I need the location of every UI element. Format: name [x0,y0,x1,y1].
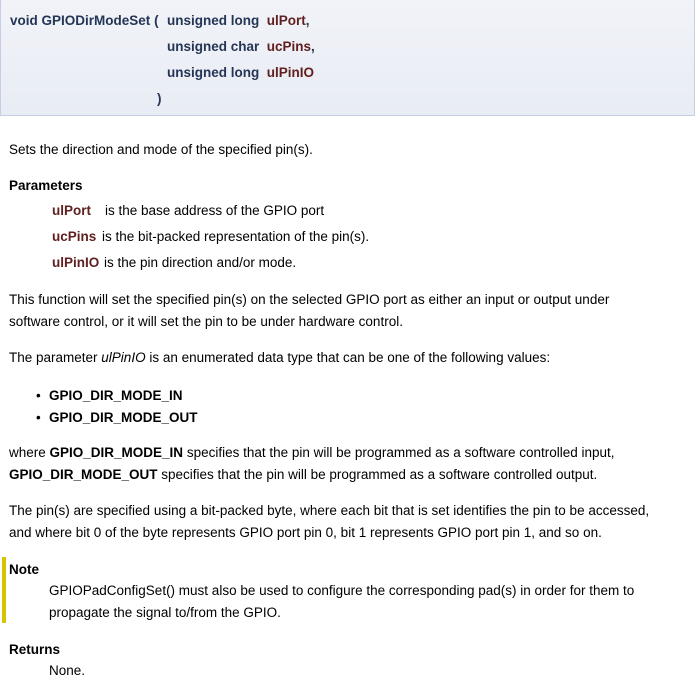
paragraph-line: This function will set the specified pin(s) on the selected GPIO port as either an input or output under [9,292,610,307]
text-span: specifies that the pin will be programmed as a software controlled output. [157,467,598,482]
param-item-desc: is the bit-packed representation of the pin(s). [102,229,370,244]
returns-text: None. [49,663,86,678]
param-name: ucPins [266,39,312,54]
paragraph-line: and where bit 0 of the byte represents GPIO port pin 0, bit 1 represents GPIO port pin 1, and so on. [9,525,602,540]
param-separator: , [311,39,315,54]
paragraph-enum-intro [9,347,550,369]
param-item-name: ulPinIO [52,255,100,270]
enum-value-item [36,388,183,403]
param-separator: , [305,13,310,28]
text-span: where [9,445,50,460]
paragraph-line [9,442,615,464]
close-paren: ) [157,91,162,106]
enum-value-label: GPIO_DIR_MODE_OUT [49,410,198,425]
text-span: specifies that the pin will be programmed as a software controlled input, [183,445,615,460]
param-type: unsigned char [167,39,260,54]
constant-name: GPIO_DIR_MODE_OUT [9,467,158,482]
signature-line-1 [10,13,159,28]
returns-heading: Returns [9,642,61,657]
signature-param-1 [167,13,310,28]
param-item-name: ucPins [52,229,97,244]
signature-param-2 [167,39,315,54]
param-type: unsigned long [167,13,260,28]
param-name: ulPort [266,13,306,28]
open-paren: ( [154,13,159,28]
function-signature-box [0,0,695,116]
param-type: unsigned long [167,65,260,80]
note-accent-bar [2,557,6,623]
enum-value-item [36,410,198,425]
parameters-heading: Parameters [9,178,83,193]
constant-name: GPIO_DIR_MODE_IN [49,445,184,460]
italic-param-name: ulPinIO [101,350,146,365]
paragraph-line: software control, or it will set the pin to be under hardware control. [9,314,403,329]
text-span: is an enumerated data type that can be one of the following values: [145,350,551,365]
note-line: GPIOPadConfigSet() must also be used to configure the corresponding pad(s) in order for them to [49,583,635,598]
paragraph-line [9,464,597,486]
param-item-desc: is the base address of the GPIO port [105,203,325,218]
param-item-desc: is the pin direction and/or mode. [104,255,297,270]
text-span: The parameter [9,350,102,365]
paragraph-line: The pin(s) are specified using a bit-packed byte, where each bit that is set identifies the pin to be accessed, [9,503,650,518]
signature-param-3 [167,65,314,80]
enum-value-label: GPIO_DIR_MODE_IN [49,388,183,403]
return-type: void [10,13,38,28]
note-line: propagate the signal to/from the GPIO. [49,605,281,620]
summary-text: Sets the direction and mode of the specified pin(s). [9,142,313,157]
note-heading: Note [9,562,39,577]
function-name: GPIODirModeSet [41,13,151,28]
param-item-name: ulPort [52,203,91,218]
param-name: ulPinIO [266,65,315,80]
